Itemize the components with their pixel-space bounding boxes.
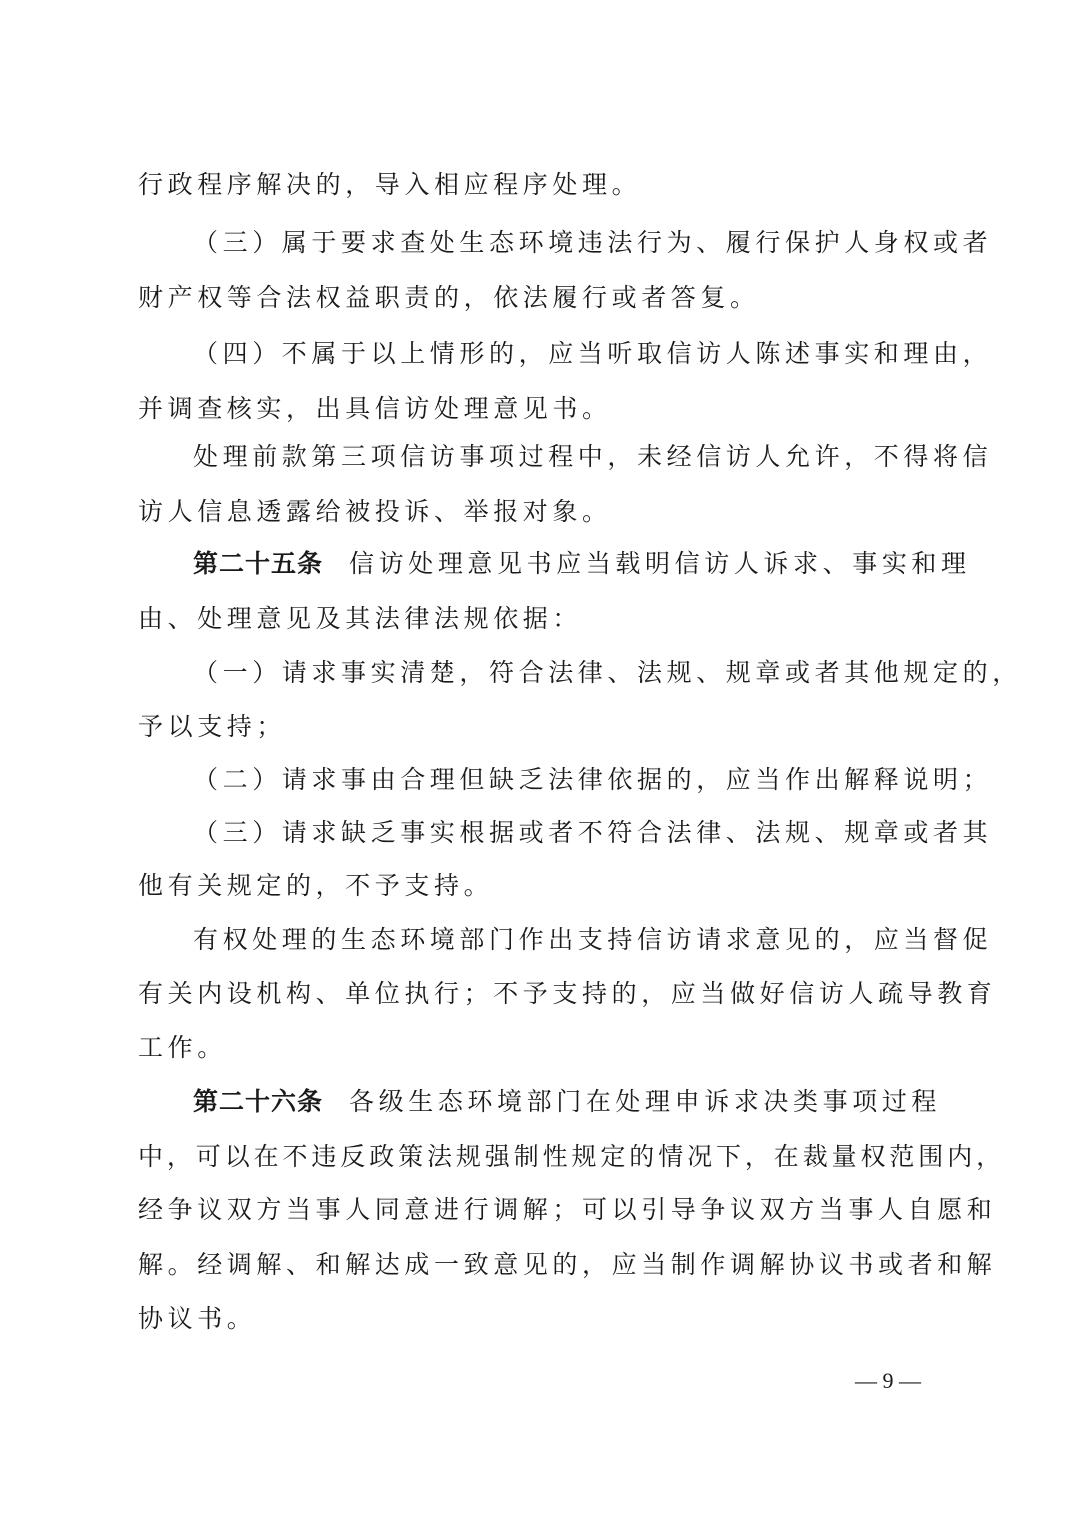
- article-25-line: [193, 544, 971, 584]
- text-line: （三）属于要求查处生态环境违法行为、履行保护人身权或者: [193, 228, 993, 257]
- page-number: — 9 —: [855, 1368, 921, 1393]
- text-line: （一）请求事实清楚，符合法律、法规、规章或者其他规定的，: [193, 658, 1022, 687]
- text-line: 工作。: [138, 1033, 227, 1062]
- text-line: 财产权等合法权益职责的，依法履行或者答复。: [138, 283, 760, 312]
- article-25-text: 信访处理意见书应当载明信访人诉求、事实和理: [349, 549, 971, 578]
- text-line: 行政程序解决的，导入相应程序处理。: [138, 170, 642, 199]
- text-line: 有权处理的生态环境部门作出支持信访请求意见的，应当督促: [193, 925, 993, 954]
- text-line: 访人信息透露给被投诉、举报对象。: [138, 497, 612, 526]
- article-heading-26: 第二十六条: [193, 1087, 324, 1116]
- text-line: 协议书。: [138, 1304, 257, 1333]
- article-heading-25: 第二十五条: [193, 549, 324, 578]
- article-26-text: 各级生态环境部门在处理申诉求决类事项过程: [349, 1087, 942, 1116]
- text-line: 经争议双方当事人同意进行调解；可以引导争议双方当事人自愿和: [138, 1195, 997, 1224]
- text-line: 他有关规定的，不予支持。: [138, 871, 494, 900]
- text-line: （三）请求缺乏事实根据或者不符合法律、法规、规章或者其: [193, 818, 993, 847]
- text-line: （四）不属于以上情形的，应当听取信访人陈述事实和理由，: [193, 339, 993, 368]
- article-26-line: [193, 1082, 942, 1122]
- text-line: 中，可以在不违反政策法规强制性规定的情况下，在裁量权范围内，: [138, 1142, 1006, 1171]
- text-line: 并调查核实，出具信访处理意见书。: [138, 394, 612, 423]
- text-line: 由、处理意见及其法律法规依据：: [138, 604, 583, 633]
- text-line: 解。经调解、和解达成一致意见的，应当制作调解协议书或者和解: [138, 1250, 997, 1279]
- text-line: 处理前款第三项信访事项过程中，未经信访人允许，不得将信: [193, 442, 993, 471]
- text-line: 有关内设机构、单位执行；不予支持的，应当做好信访人疏导教育: [138, 979, 997, 1008]
- text-line: （二）请求事由合理但缺乏法律依据的，应当作出解释说明；: [193, 765, 993, 794]
- text-line: 予以支持；: [138, 712, 287, 741]
